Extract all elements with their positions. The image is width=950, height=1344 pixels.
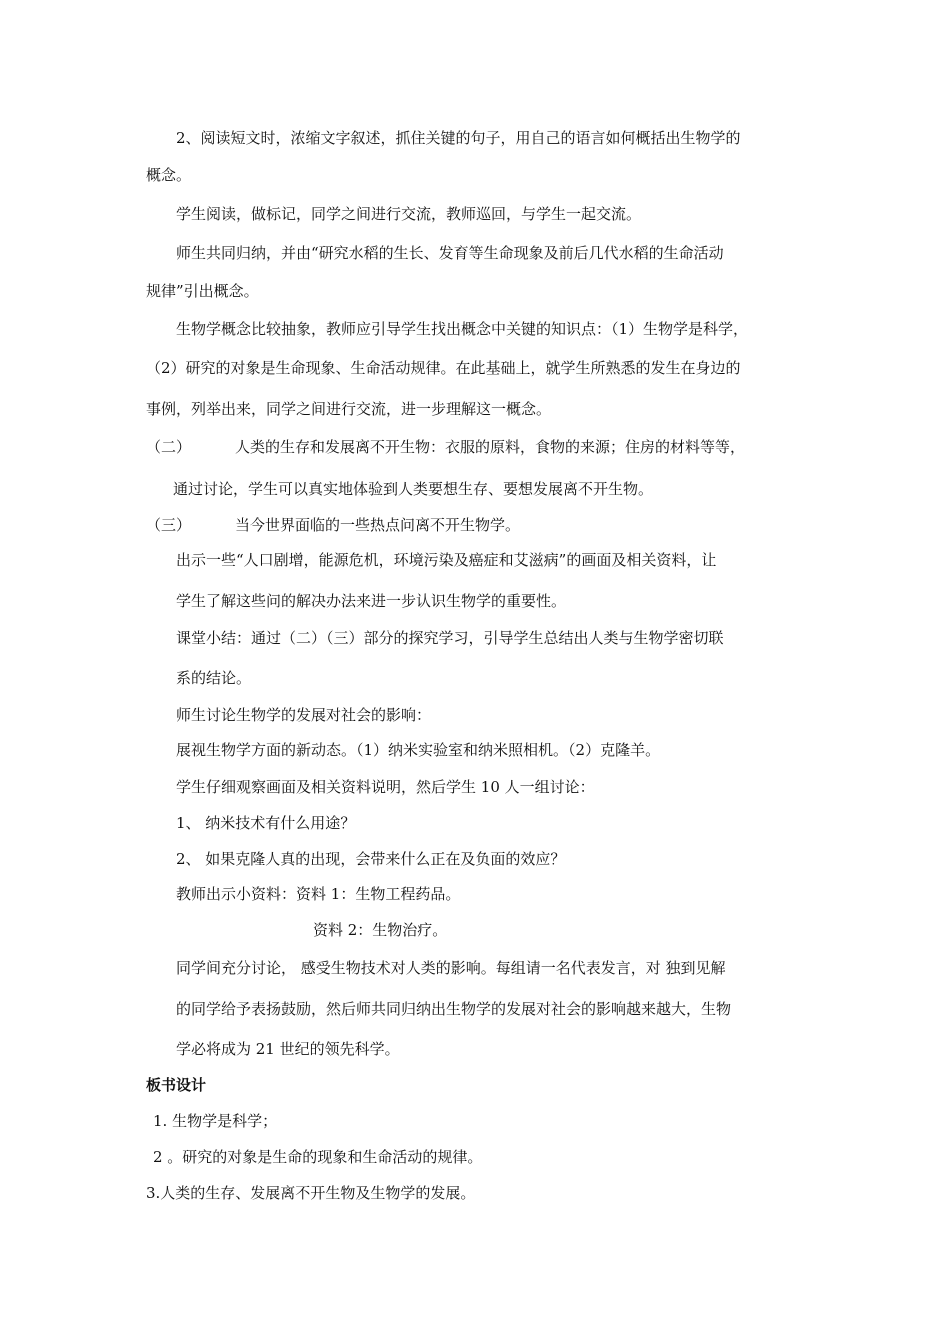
paragraph-line: 的同学给予表扬鼓励，然后师共同归纳出生物学的发展对社会的影响越来越大，生物 [176, 1000, 732, 1018]
paragraph-line: 出示一些“人口剧增，能源危机，环境污染及癌症和艾滋病”的画面及相关资料，让 [176, 551, 717, 569]
paragraph-line: 学生阅读，做标记，同学之间进行交流，教师巡回，与学生一起交流。 [176, 205, 642, 223]
paragraph-line: 学必将成为 21 世纪的领先科学。 [176, 1040, 400, 1058]
paragraph-line: 资料 2：生物治疗。 [313, 921, 448, 939]
paragraph-line: 展视生物学方面的新动态。（1）纳米实验室和纳米照相机。（2）克隆羊。 [176, 741, 661, 759]
list-item: 1. 生物学是科学； [153, 1112, 278, 1130]
list-item: 1、 纳米技术有什么用途？ [176, 814, 356, 832]
paragraph-line: 生物学概念比较抽象，教师应引导学生找出概念中关键的知识点：（1）生物学是科学， [176, 320, 749, 338]
paragraph-line: 规律”引出概念。 [146, 282, 259, 300]
paragraph-line: 学生仔细观察画面及相关资料说明，然后学生 10 人一组讨论： [176, 778, 595, 796]
paragraph-line: 师生讨论生物学的发展对社会的影响： [176, 706, 432, 724]
section-heading: 板书设计 [146, 1076, 207, 1094]
section-marker: （二） [146, 438, 192, 456]
paragraph-line: （2）研究的对象是生命现象、生命活动规律。在此基础上，就学生所熟悉的发生在身边的 [146, 359, 741, 377]
paragraph-line: 人类的生存和发展离不开生物：衣服的原料，食物的来源；住房的材料等等， [235, 438, 746, 456]
list-item: 2 。研究的对象是生命的现象和生命活动的规律。 [153, 1148, 483, 1166]
paragraph-line: 通过讨论，学生可以真实地体验到人类要想生存、要想发展离不开生物。 [173, 480, 654, 498]
paragraph-line: 2、阅读短文时，浓缩文字叙述，抓住关键的句子，用自己的语言如何概括出生物学的 [176, 129, 741, 147]
paragraph-line: 事例，列举出来，同学之间进行交流，进一步理解这一概念。 [146, 400, 552, 418]
list-item: 2、 如果克隆人真的出现，会带来什么正在及负面的效应？ [176, 850, 566, 868]
section-marker: （三） [146, 516, 192, 534]
paragraph-line: 同学间充分讨论， 感受生物技术对人类的影响。每组请一名代表发言，对 独到见解 [176, 959, 726, 977]
paragraph-line: 师生共同归纳，并由“研究水稻的生长、发育等生命现象及前后几代水稻的生命活动 [176, 244, 724, 262]
paragraph-line: 系的结论。 [176, 669, 252, 687]
paragraph-line: 教师出示小资料：资料 1：生物工程药品。 [176, 885, 461, 903]
paragraph-line: 当今世界面临的一些热点问离不开生物学。 [235, 516, 521, 534]
paragraph-line: 学生了解这些问的解决办法来进一步认识生物学的重要性。 [176, 592, 567, 610]
list-item: 3.人类的生存、发展离不开生物及生物学的发展。 [146, 1184, 476, 1202]
paragraph-line: 课堂小结：通过（二）（三）部分的探究学习，引导学生总结出人类与生物学密切联 [176, 629, 724, 647]
paragraph-line: 概念。 [146, 166, 192, 184]
